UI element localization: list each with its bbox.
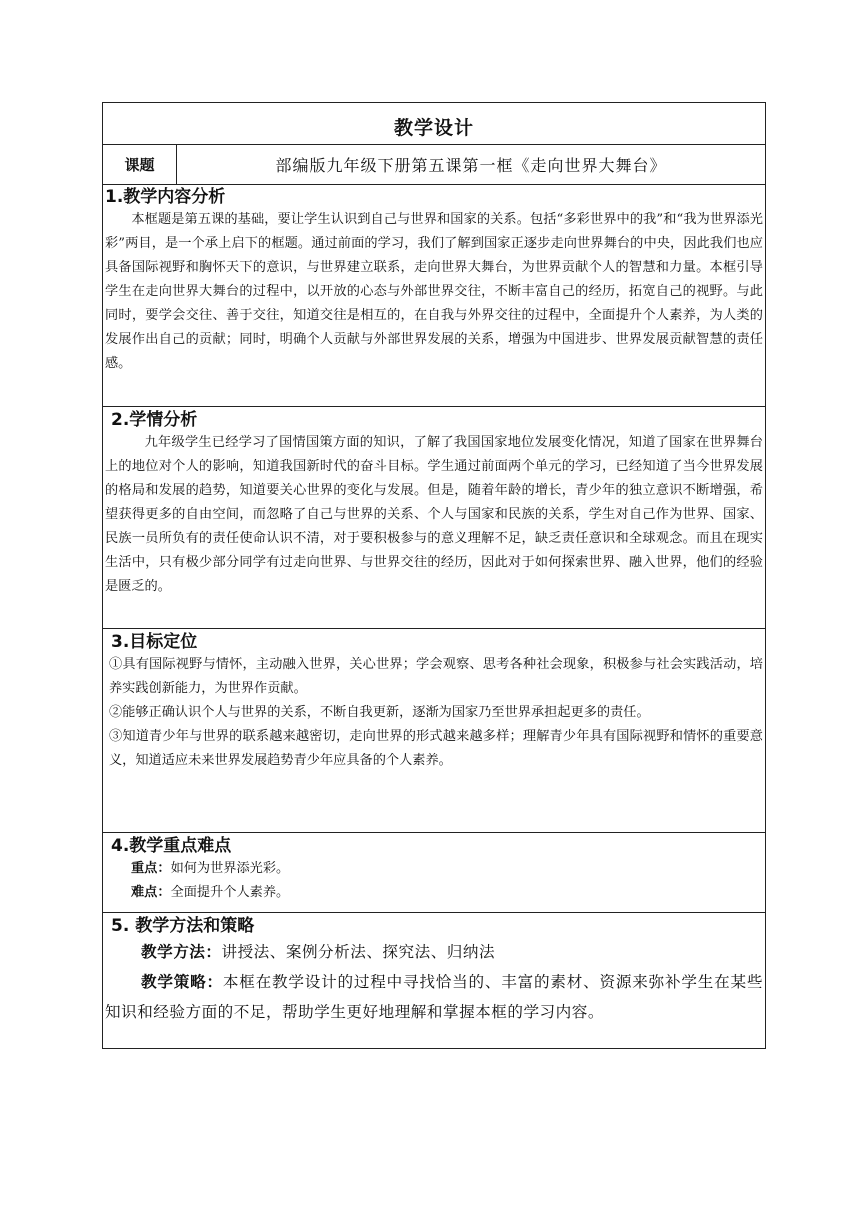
focus-value: 如何为世界添光彩。	[170, 861, 290, 876]
section-methods	[103, 913, 765, 1048]
strategy-label: 教学策略：	[141, 973, 223, 991]
section-heading: 1.教学内容分析	[105, 187, 226, 207]
topic-row	[103, 145, 765, 185]
section-body: 九年级学生已经学习了国情国策方面的知识，了解了我国国家地位发展变化情况，知道了国家在世界舞台上的地位对个人的影响，知道我国新时代的奋斗目标。学生通过前面两个单元的学习，已经知道了当今世界发展的格局和发展的趋势，知道要关心世界的变化与发展。但是，随着年龄的增长，青少年的独立意识不断增强，希望获得更多的自由空间，而忽略了自己与世界的关系、个人与国家和民族的关系，学生对自己作为世界、国家、民族一员所负有的责任使命认识不清，对于要积极参与的意义理解不足，缺乏责任意识和全球观念。而且在现实生活中，只有极少部分同学有过走向世界、与世界交往的经历，因此对于如何探索世界、融入世界，他们的经验是匮乏的。	[105, 435, 763, 594]
method-value: 讲授法、案例分析法、探究法、归纳法	[221, 943, 496, 961]
section-heading: 3.目标定位	[111, 632, 198, 652]
method-label: 教学方法：	[141, 943, 222, 961]
method-line	[105, 937, 763, 967]
objective-item: ①具有国际视野与情怀，主动融入世界，关心世界；学会观察、思考各种社会现象，积极参与社会实践活动，培养实践创新能力，为世界作贡献。	[109, 657, 763, 696]
lesson-plan-table	[102, 102, 766, 1049]
document-title: 教学设计	[393, 117, 474, 139]
objective-item: ②能够正确认识个人与世界的关系，不断自我更新，逐渐为国家乃至世界承担起更多的责任。	[109, 705, 650, 720]
difficulty-line	[105, 881, 763, 905]
focus-line	[105, 857, 763, 881]
strategy-line	[105, 967, 763, 1027]
strategy-value: 本框在教学设计的过程中寻找恰当的、丰富的素材、资源来弥补学生在某些知识和经验方面的不足，帮助学生更好地理解和掌握本框的学习内容。	[105, 973, 763, 1021]
section-content-analysis	[103, 185, 765, 407]
objective-item: ③知道青少年与世界的联系越来越密切，走向世界的形式越来越多样；理解青少年具有国际视野和情怀的重要意义，知道适应未来世界发展趋势青少年应具备的个人素养。	[109, 729, 763, 768]
section-heading: 4.教学重点难点	[111, 836, 232, 856]
title-row	[103, 103, 765, 145]
section-body: 本框题是第五课的基础，要让学生认识到自己与世界和国家的关系。包括“多彩世界中的我”和“我为世界添光彩”两目，是一个承上启下的框题。通过前面的学习，我们了解到国家正逐步走向世界舞台的中央，因此我们也应具备国际视野和胸怀天下的意识，与世界建立联系，走向世界大舞台，为世界贡献个人的智慧和力量。本框引导学生在走向世界大舞台的过程中，以开放的心态与外部世界交往，不断丰富自己的经历，拓宽自己的视野。与此同时，要学会交往、善于交往，知道交往是相互的，在自我与外界交往的过程中，全面提升个人素养，为人类的发展作出自己的贡献；同时，明确个人贡献与外部世界发展的关系，增强为中国进步、世界发展贡献智慧的责任感。	[105, 212, 763, 371]
focus-label: 重点：	[131, 861, 171, 876]
section-heading: 5. 教学方法和策略	[111, 916, 255, 936]
difficulty-value: 全面提升个人素养。	[170, 885, 290, 900]
difficulty-label: 难点：	[131, 885, 171, 900]
section-objectives	[103, 629, 765, 833]
topic-label: 课题	[103, 145, 177, 184]
topic-value: 部编版九年级下册第五课第一框《走向世界大舞台》	[275, 156, 667, 175]
section-key-points	[103, 833, 765, 913]
section-student-analysis	[103, 407, 765, 629]
section-heading: 2.学情分析	[111, 410, 198, 430]
